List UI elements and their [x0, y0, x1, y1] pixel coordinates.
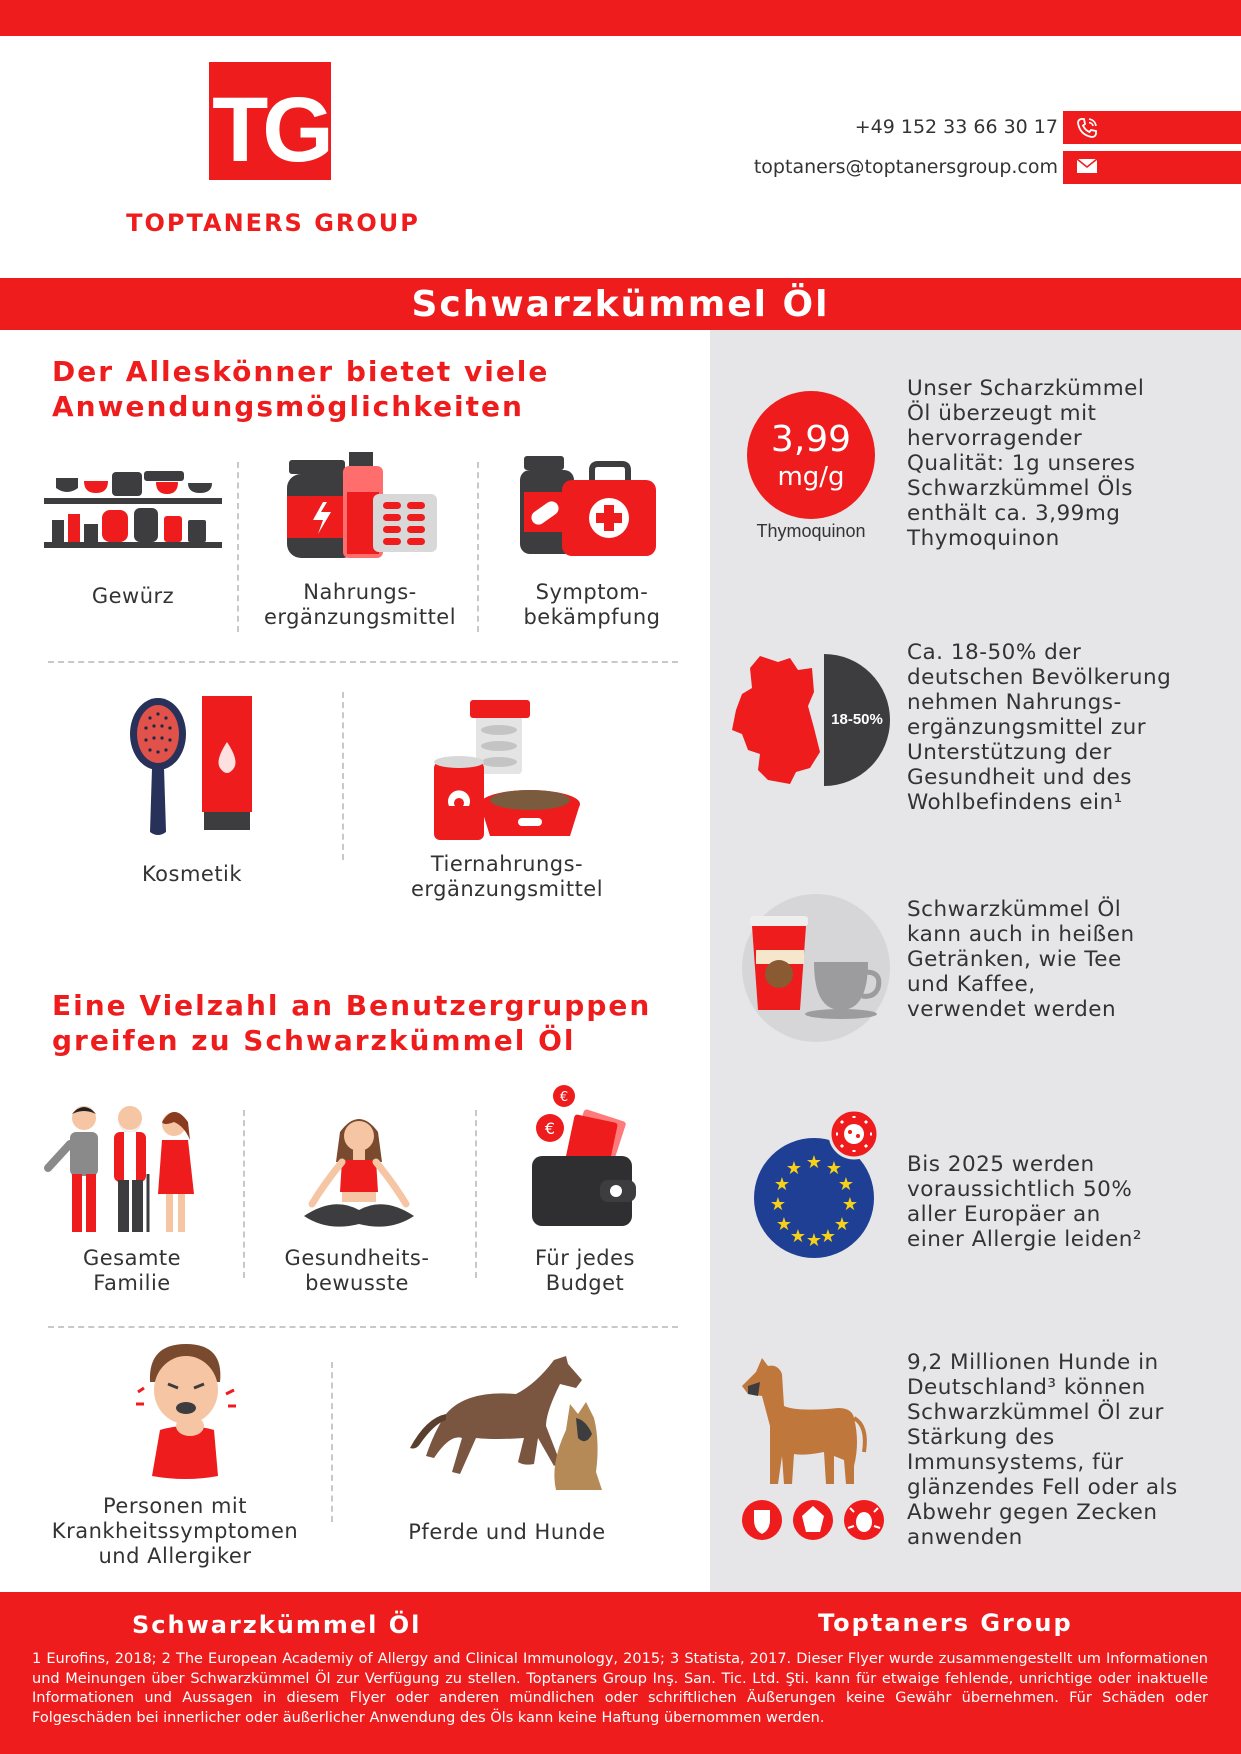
coffee-tea-icon — [740, 894, 892, 1042]
item-gewuerz: Gewürz — [91, 584, 175, 608]
horse-dog-icon — [406, 1354, 610, 1492]
phone-bar — [1063, 111, 1241, 144]
svg-text:€: € — [544, 1119, 556, 1138]
thymoquinon-caption: Thymoquinon — [756, 521, 866, 541]
hairbrush-cream-icon — [128, 696, 254, 840]
item-familie: Gesamte Familie — [82, 1246, 182, 1295]
fact-allergie-text: Bis 2025 werden voraussichtlich 50% aller Europäer an einer Allergie leiden² — [907, 1152, 1143, 1252]
svg-text:★: ★ — [789, 1226, 807, 1247]
svg-text:★: ★ — [785, 1158, 803, 1179]
divider — [342, 692, 344, 860]
item-tiernahrung: Tiernahrungs- ergänzungsmittel — [410, 852, 604, 901]
pet-food-icon — [432, 700, 582, 842]
footer-left-title: Schwarzkümmel Öl — [132, 1611, 422, 1639]
divider — [243, 1110, 245, 1278]
fact-bevoelkerung-text: Ca. 18-50% der deutschen Bevölkerung nehmen Nahrungs- ergänzungsmittel zur Unterstützung der Gesundheit und des Wohlbefindens ein¹ — [907, 640, 1172, 815]
divider — [475, 1110, 477, 1278]
footer-disclaimer: 1 Eurofins, 2018; 2 The European Academiy of Allergy and Clinical Immunology, 2015; 3 Statista, 2017. Dieser Flyer wurde zusammengestellt um Informationen und Meinungen über Schwarzkümmel Öl zur Verfügung zu stellen. Toptaners Group Inş. San. Tic. Ltd. Şti. kann für etwaige fehlende, unrichtige oder inaktuelle Informationen und Aussagen in diesem Flyer oder anderen mündlichen oder schriftlichen Äußerungen keine Gewähr übernehmen. Für Schäden oder Folgeschäden bei innerlicher oder äußerlicher Anwendung des Öls kann keine Haftung übernommen werden. — [32, 1651, 1208, 1726]
divider — [237, 462, 239, 632]
supplements-icon — [287, 452, 441, 560]
svg-text:★: ★ — [825, 1158, 843, 1179]
top-accent-bar — [0, 0, 1241, 36]
family-icon — [44, 1104, 204, 1236]
yoga-woman-icon — [300, 1112, 418, 1238]
logo-letters: TG — [212, 79, 328, 181]
first-aid-kit-icon — [520, 452, 656, 558]
svg-text:★: ★ — [769, 1194, 787, 1215]
email-address[interactable]: toptaners@toptanersgroup.com — [753, 156, 1058, 178]
thymoquinon-value: 3,99 — [770, 419, 852, 460]
item-personen: Personen mit Krankheitssymptomen und Allergiker — [51, 1494, 299, 1568]
svg-text:€: € — [559, 1090, 569, 1105]
germany-badge: 18-50% — [831, 711, 883, 728]
svg-text:★: ★ — [837, 1174, 855, 1195]
thymoquinon-unit: mg/g — [777, 462, 845, 492]
svg-text:★: ★ — [773, 1174, 791, 1195]
item-kosmetik: Kosmetik — [141, 862, 243, 886]
divider — [331, 1362, 333, 1522]
fact-getraenke-text: Schwarzkümmel Öl kann auch in heißen Getränken, wie Tee und Kaffee, verwendet werden — [907, 897, 1135, 1022]
phone-icon — [1075, 116, 1099, 140]
svg-text:★: ★ — [841, 1194, 859, 1215]
page-title: Schwarzkümmel Öl — [411, 284, 830, 325]
section2-heading: Eine Vielzahl an Benutzergruppen greifen zu Schwarzkümmel Öl — [52, 989, 652, 1057]
wallet-icon — [528, 1084, 640, 1232]
item-gesundheit: Gesundheits- bewusste — [284, 1246, 430, 1295]
fact-hunde-text: 9,2 Millionen Hunde in Deutschland³ können Schwarzkümmel Öl zur Stärkung des Immunsystems, für glänzendes Fell oder als Abwehr gegen Zecken anwenden — [907, 1350, 1178, 1550]
spice-shelf-icon — [44, 466, 222, 550]
sick-person-icon — [134, 1342, 238, 1482]
svg-text:★: ★ — [833, 1214, 851, 1235]
item-pferde-hunde: Pferde und Hunde — [408, 1520, 606, 1544]
phone-number[interactable]: +49 152 33 66 30 17 — [854, 116, 1058, 138]
item-nahrungsergaenzung: Nahrungs- ergänzungsmittel — [263, 580, 457, 629]
section1-heading: Der Alleskönner bietet viele Anwendungsmöglichkeiten — [52, 355, 550, 423]
svg-text:★: ★ — [805, 1230, 823, 1251]
item-budget: Für jedes Budget — [535, 1246, 635, 1295]
svg-text:★: ★ — [805, 1152, 823, 1173]
item-symptom: Symptom- bekämpfung — [523, 580, 661, 629]
divider — [48, 1326, 678, 1328]
footer-right-title: Toptaners Group — [818, 1609, 1073, 1637]
eu-flag-icon — [752, 1110, 880, 1262]
envelope-icon — [1075, 156, 1099, 176]
email-bar — [1063, 151, 1241, 184]
brand-name: TOPTANERS GROUP — [126, 209, 420, 237]
great-dane-icon — [738, 1356, 890, 1544]
svg-text:★: ★ — [775, 1214, 793, 1235]
divider — [477, 462, 479, 632]
svg-text:★: ★ — [819, 1226, 837, 1247]
divider — [48, 661, 678, 663]
fact-thymoquinon-text: Unser Scharzkümmel Öl überzeugt mit hervorragender Qualität: 1g unseres Schwarzkümmel Öls enthält ca. 3,99mg Thymoquinon — [907, 376, 1145, 551]
